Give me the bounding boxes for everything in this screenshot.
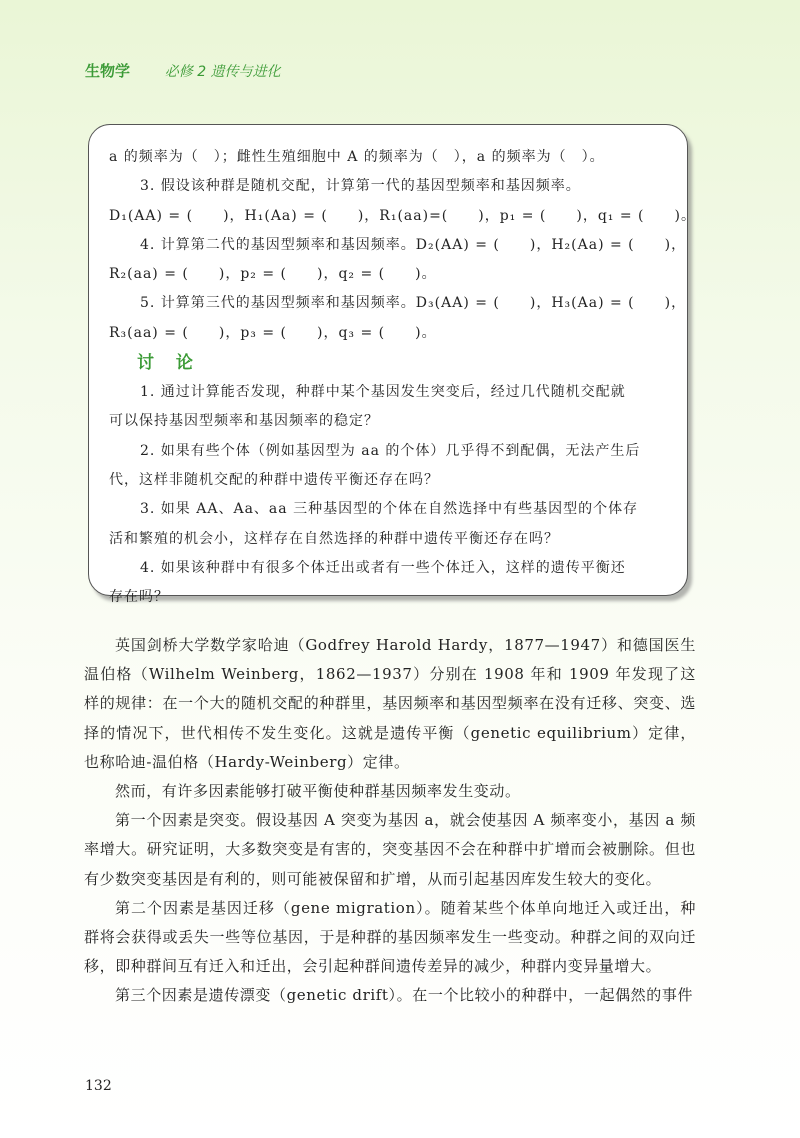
discussion-line: 代，这样非随机交配的种群中遗传平衡还存在吗？ (109, 471, 439, 488)
box-line: a 的频率为（ ）；雌性生殖细胞中 A 的频率为（ ），a 的频率为（ ）。 (109, 149, 605, 165)
body-text (84, 631, 696, 1011)
activity-box (88, 124, 696, 606)
discussion-line: 活和繁殖的机会小，这样存在自然选择的种群中遗传平衡还存在吗？ (109, 530, 559, 547)
paragraph: 第二个因素是基因迁移（gene migration）。随着某些个体单向地迁入或迁出，种群将会获得或丢失一些等位基因，于是种群的基因频率发生一些变动。种群之间的双向迁移，即种群间互有迁入和迁出，会引起种群间遗传差异的减少，种群内变异量增大。 (84, 898, 696, 976)
box-line: D₁(AA) = ( )，H₁(Aa) = ( )，R₁(aa)=( )，p₁ = ( )，q₁ = ( )。 (109, 207, 696, 224)
discussion-line: 2. 如果有些个体（例如基因型为 aa 的个体）几乎得不到配偶，无法产生后 (140, 442, 641, 459)
paragraph: 第三个因素是遗传漂变（genetic drift）。在一个比较小的种群中，一起偶然的事件 (115, 986, 694, 1005)
discussion-line: 可以保持基因型频率和基因频率的稳定？ (109, 413, 379, 430)
paragraph: 英国剑桥大学数学家哈迪（Godfrey Harold Hardy，1877—1947）和德国医生温伯格（Wilhelm Weinberg，1862—1937）分别在 1908 年和 1909 年发现了这样的规律：在一个大的随机交配的种群里，基因频率和基因型频率在没有迁移、突变、选择的情况下，世代相传不发生变化。这就是遗传平衡（genetic equilibrium）定律，也称哈迪-温伯格（Hardy-Weinberg）定律。 (84, 636, 696, 771)
header-subject: 生物学 (85, 62, 131, 80)
box-line: R₂(aa) = ( )，p₂ = ( )，q₂ = ( )。 (109, 266, 437, 283)
box-line: 5. 计算第三代的基因型频率和基因频率。D₃(AA) = ( )，H₃(Aa) = ( )， (140, 295, 687, 312)
discussion-line: 1. 通过计算能否发现，种群中某个基因发生突变后，经过几代随机交配就 (140, 384, 626, 401)
box-line: 3. 假设该种群是随机交配，计算第一代的基因型频率和基因频率。 (140, 178, 581, 195)
page-number: 132 (85, 1078, 112, 1094)
box-line: R₃(aa) = ( )，p₃ = ( )，q₃ = ( )。 (109, 324, 437, 341)
running-header (85, 60, 281, 81)
header-book-title: 必修 2 遗传与进化 (164, 64, 281, 80)
discussion-title: 讨 论 (137, 353, 201, 374)
paragraph: 然而，有许多因素能够打破平衡使种群基因频率发生变动。 (115, 782, 521, 801)
discussion-line: 4. 如果该种群中有很多个体迁出或者有一些个体迁入，这样的遗传平衡还 (140, 559, 626, 576)
paragraph: 第一个因素是突变。假设基因 A 突变为基因 a，就会使基因 A 频率变小，基因 a 频率增大。研究证明，大多数突变是有害的，突变基因不会在种群中扩增而会被删除。但也有少数突变基因是有利的，则可能被保留和扩增，从而引起基因库发生较大的变化。 (84, 811, 696, 888)
discussion-line: 3. 如果 AA、Aa、aa 三种基因型的个体在自然选择中有些基因型的个体存 (140, 501, 639, 518)
discussion-line: 存在吗？ (109, 589, 169, 606)
box-line: 4. 计算第二代的基因型频率和基因频率。D₂(AA) = ( )，H₂(Aa) = ( )， (140, 236, 687, 253)
